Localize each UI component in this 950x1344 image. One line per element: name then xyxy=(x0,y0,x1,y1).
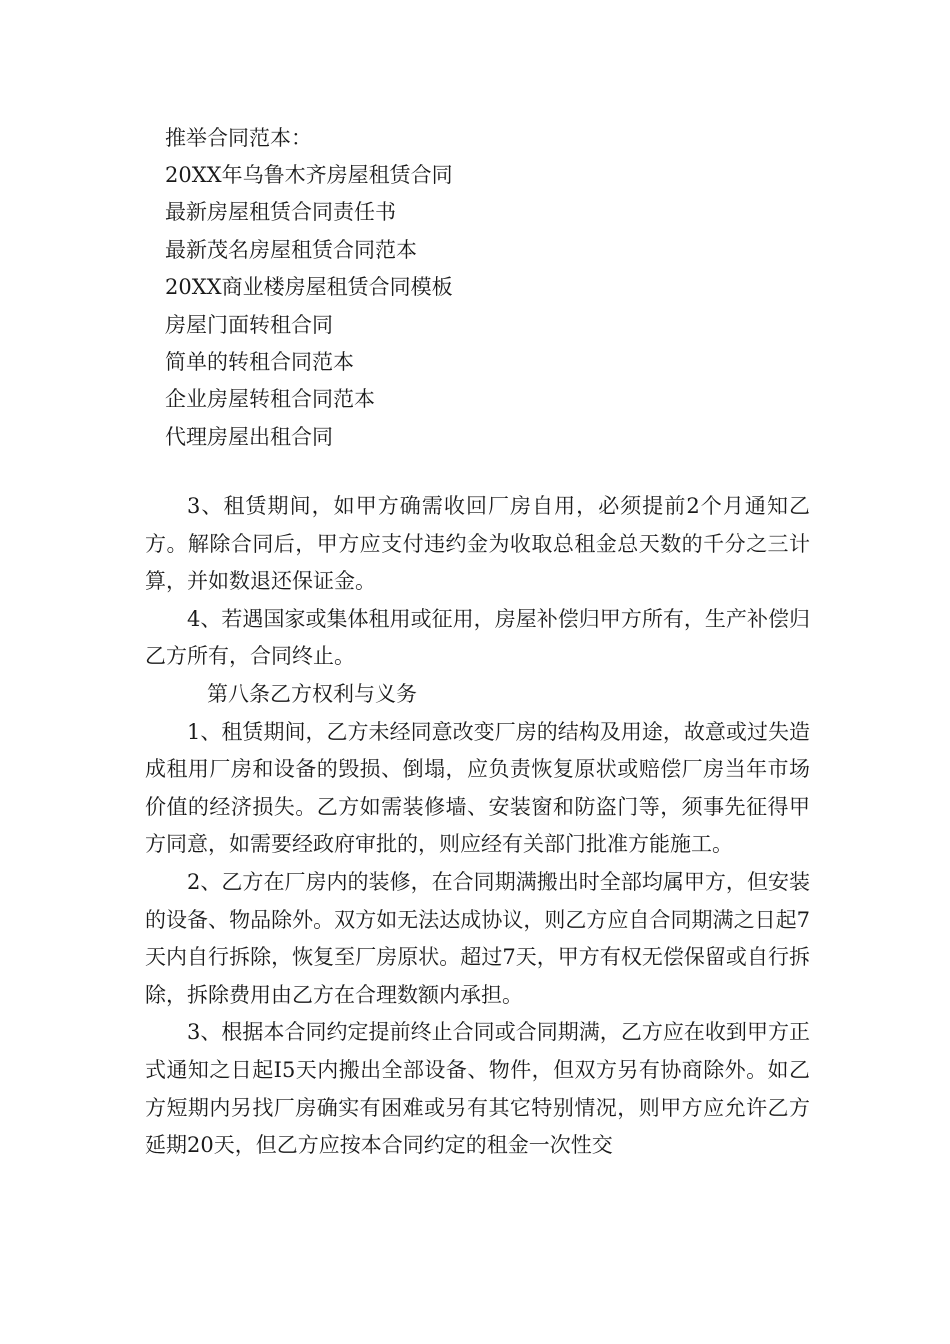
clause-paragraph: 3、根据本合同约定提前终止合同或合同期满，乙方应在收到甲方正式通知之日起I5天内搬出全部设备、物件，但双方另有协商除外。如乙方短期内另找厂房确实有困难或另有其它特别情况，则甲方应允许乙方延期20天，但乙方应按本合同约定的租金一次性交 xyxy=(145,1020,810,1158)
recommend-list xyxy=(165,157,453,456)
clause-paragraph: 1、租赁期间，乙方未经同意改变厂房的结构及用途，故意或过失造成租用厂房和设备的毁损、倒塌，应负责恢复原状或赔偿厂房当年市场价值的经济损失。乙方如需装修墙、安装窗和防盗门等，须事先征得甲方同意，如需要经政府审批的，则应经有关部门批准方能施工。 xyxy=(145,719,810,857)
recommend-link-5[interactable]: 房屋门面转租合同 xyxy=(165,312,333,337)
clause-paragraph: 2、乙方在厂房内的装修，在合同期满搬出时全部均属甲方，但安装的设备、物品除外。双方如无法达成协议，则乙方应自合同期满之日起7天内自行拆除，恢复至厂房原状。超过7天，甲方有权无偿保留或自行拆除，拆除费用由乙方在合理数额内承担。 xyxy=(145,869,810,1007)
recommend-link-6[interactable]: 简单的转租合同范本 xyxy=(165,350,354,375)
contract-body xyxy=(145,488,810,1165)
recommend-link-2[interactable]: 最新房屋租赁合同责任书 xyxy=(165,200,396,225)
recommend-link-3[interactable]: 最新茂名房屋租赁合同范本 xyxy=(165,237,417,262)
recommend-link-8[interactable]: 代理房屋出租合同 xyxy=(165,424,333,449)
clause-paragraph: 4、若遇国家或集体租用或征用，房屋补偿归甲方所有，生产补偿归乙方所有，合同终止。 xyxy=(145,606,810,669)
recommend-link-1[interactable]: 20XX年乌鲁木齐房屋租赁合同 xyxy=(165,163,453,187)
recommend-link-4[interactable]: 20XX商业楼房屋租赁合同模板 xyxy=(165,275,453,300)
clause-paragraph: 3、租赁期间，如甲方确需收回厂房自用，必须提前2个月通知乙方。解除合同后，甲方应支付违约金为收取总租金总天数的千分之三计算，并如数退还保证金。 xyxy=(145,494,810,594)
recommend-title: 推举合同范本： xyxy=(165,126,312,150)
article-heading: 第八条乙方权利与义务 xyxy=(207,681,417,706)
recommend-link-7[interactable]: 企业房屋转租合同范本 xyxy=(165,387,375,412)
